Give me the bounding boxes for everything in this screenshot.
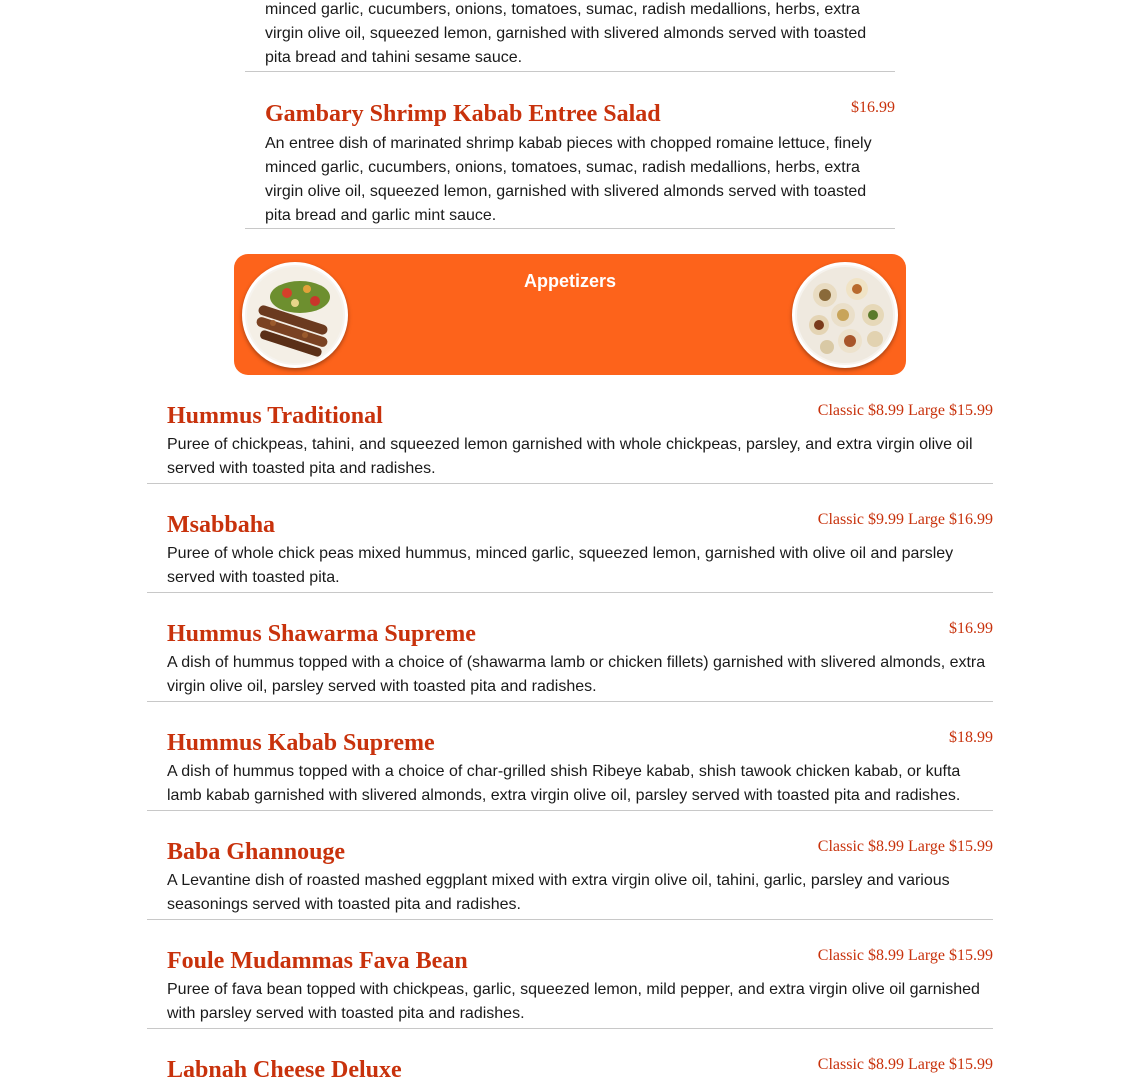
menu-item-hummus-shawarma-supreme bbox=[147, 593, 993, 702]
menu-item-foule-mudammas bbox=[147, 920, 993, 1029]
menu-item-previous-salad bbox=[245, 0, 895, 72]
menu-item-price: Classic $9.99 Large $16.99 bbox=[817, 511, 993, 528]
menu-item-name: Hummus Shawarma Supreme bbox=[167, 621, 476, 647]
menu-item-name: Labnah Cheese Deluxe bbox=[167, 1057, 402, 1083]
menu-item-labnah-cheese-deluxe bbox=[147, 1029, 993, 1092]
menu-item-name: Hummus Kabab Supreme bbox=[167, 730, 435, 756]
menu-item-description: Puree of fava bean topped with chickpeas, garlic, squeezed lemon, mild pepper, and extra virgin olive oil garnished with parsley served with toasted pita and radishes. bbox=[167, 981, 980, 1022]
section-title: Appetizers bbox=[523, 271, 617, 291]
appetizers-banner bbox=[234, 254, 906, 375]
menu-item-description: A dish of hummus topped with a choice of (shawarma lamb or chicken fillets) garnished with slivered almonds, extra virgin olive oil, parsley served with toasted pita and radishes. bbox=[167, 654, 986, 695]
menu-item-name: Foule Mudammas Fava Bean bbox=[167, 948, 468, 974]
menu-item-price: $18.99 bbox=[949, 729, 993, 746]
menu-item-price: Classic $8.99 Large $15.99 bbox=[817, 947, 993, 964]
menu-item-baba-ghannouge bbox=[147, 811, 993, 920]
menu-item-hummus-traditional bbox=[147, 375, 993, 484]
menu-item-name: Msabbaha bbox=[167, 512, 276, 538]
menu-item-price: $16.99 bbox=[949, 620, 993, 637]
entree-salads-list bbox=[245, 0, 895, 229]
menu-item-description: A Levantine dish of roasted mashed eggplant mixed with extra virgin olive oil, tahini, garlic, parsley and various seasonings served with toasted pita and radishes. bbox=[167, 872, 950, 913]
menu-item-price: Classic $8.99 Large $15.99 bbox=[817, 838, 993, 855]
menu-item-description: An entree dish of marinated shrimp kabab pieces with chopped romaine lettuce, finely minced garlic, cucumbers, onions, tomatoes, sumac, radish medallions, herbs, extra virgin olive oil, squeezed lemon, garnished with slivered almonds served with toasted pita bread and garlic mint sauce. bbox=[265, 135, 872, 224]
menu-item-hummus-kabab-supreme bbox=[147, 702, 993, 811]
menu-item-name: Baba Ghannouge bbox=[167, 839, 346, 865]
menu-item-name: Gambary Shrimp Kabab Entree Salad bbox=[265, 101, 661, 127]
menu-item-price: Classic $8.99 Large $15.99 bbox=[817, 402, 993, 419]
appetizers-list bbox=[147, 375, 993, 1092]
menu-item-price: Classic $8.99 Large $15.99 bbox=[817, 1056, 993, 1073]
mezze-platter-image bbox=[792, 262, 898, 368]
menu-item-price: $16.99 bbox=[851, 99, 895, 116]
menu-item-description: A dish of hummus topped with a choice of char-grilled shish Ribeye kabab, shish tawook chicken kabab, or kufta lamb kabab garnished with slivered almonds, extra virgin olive oil, parsley served with toasted pita and radishes. bbox=[167, 763, 961, 804]
menu-item-name: Hummus Traditional bbox=[167, 403, 383, 429]
menu-item-description: minced garlic, cucumbers, onions, tomatoes, sumac, radish medallions, herbs, extra virgin olive oil, squeezed lemon, garnished with slivered almonds served with toasted pita bread and tahini sesame sauce. bbox=[265, 1, 867, 66]
menu-item-description: Puree of whole chick peas mixed hummus, minced garlic, squeezed lemon, garnished with olive oil and parsley served with toasted pita. bbox=[167, 545, 954, 586]
menu-item-description: Puree of chickpeas, tahini, and squeezed lemon garnished with whole chickpeas, parsley, and extra virgin olive oil served with toasted pita and radishes. bbox=[167, 436, 973, 477]
menu-item-gambary-shrimp-kabab bbox=[245, 72, 895, 229]
menu-item-msabbaha bbox=[147, 484, 993, 593]
